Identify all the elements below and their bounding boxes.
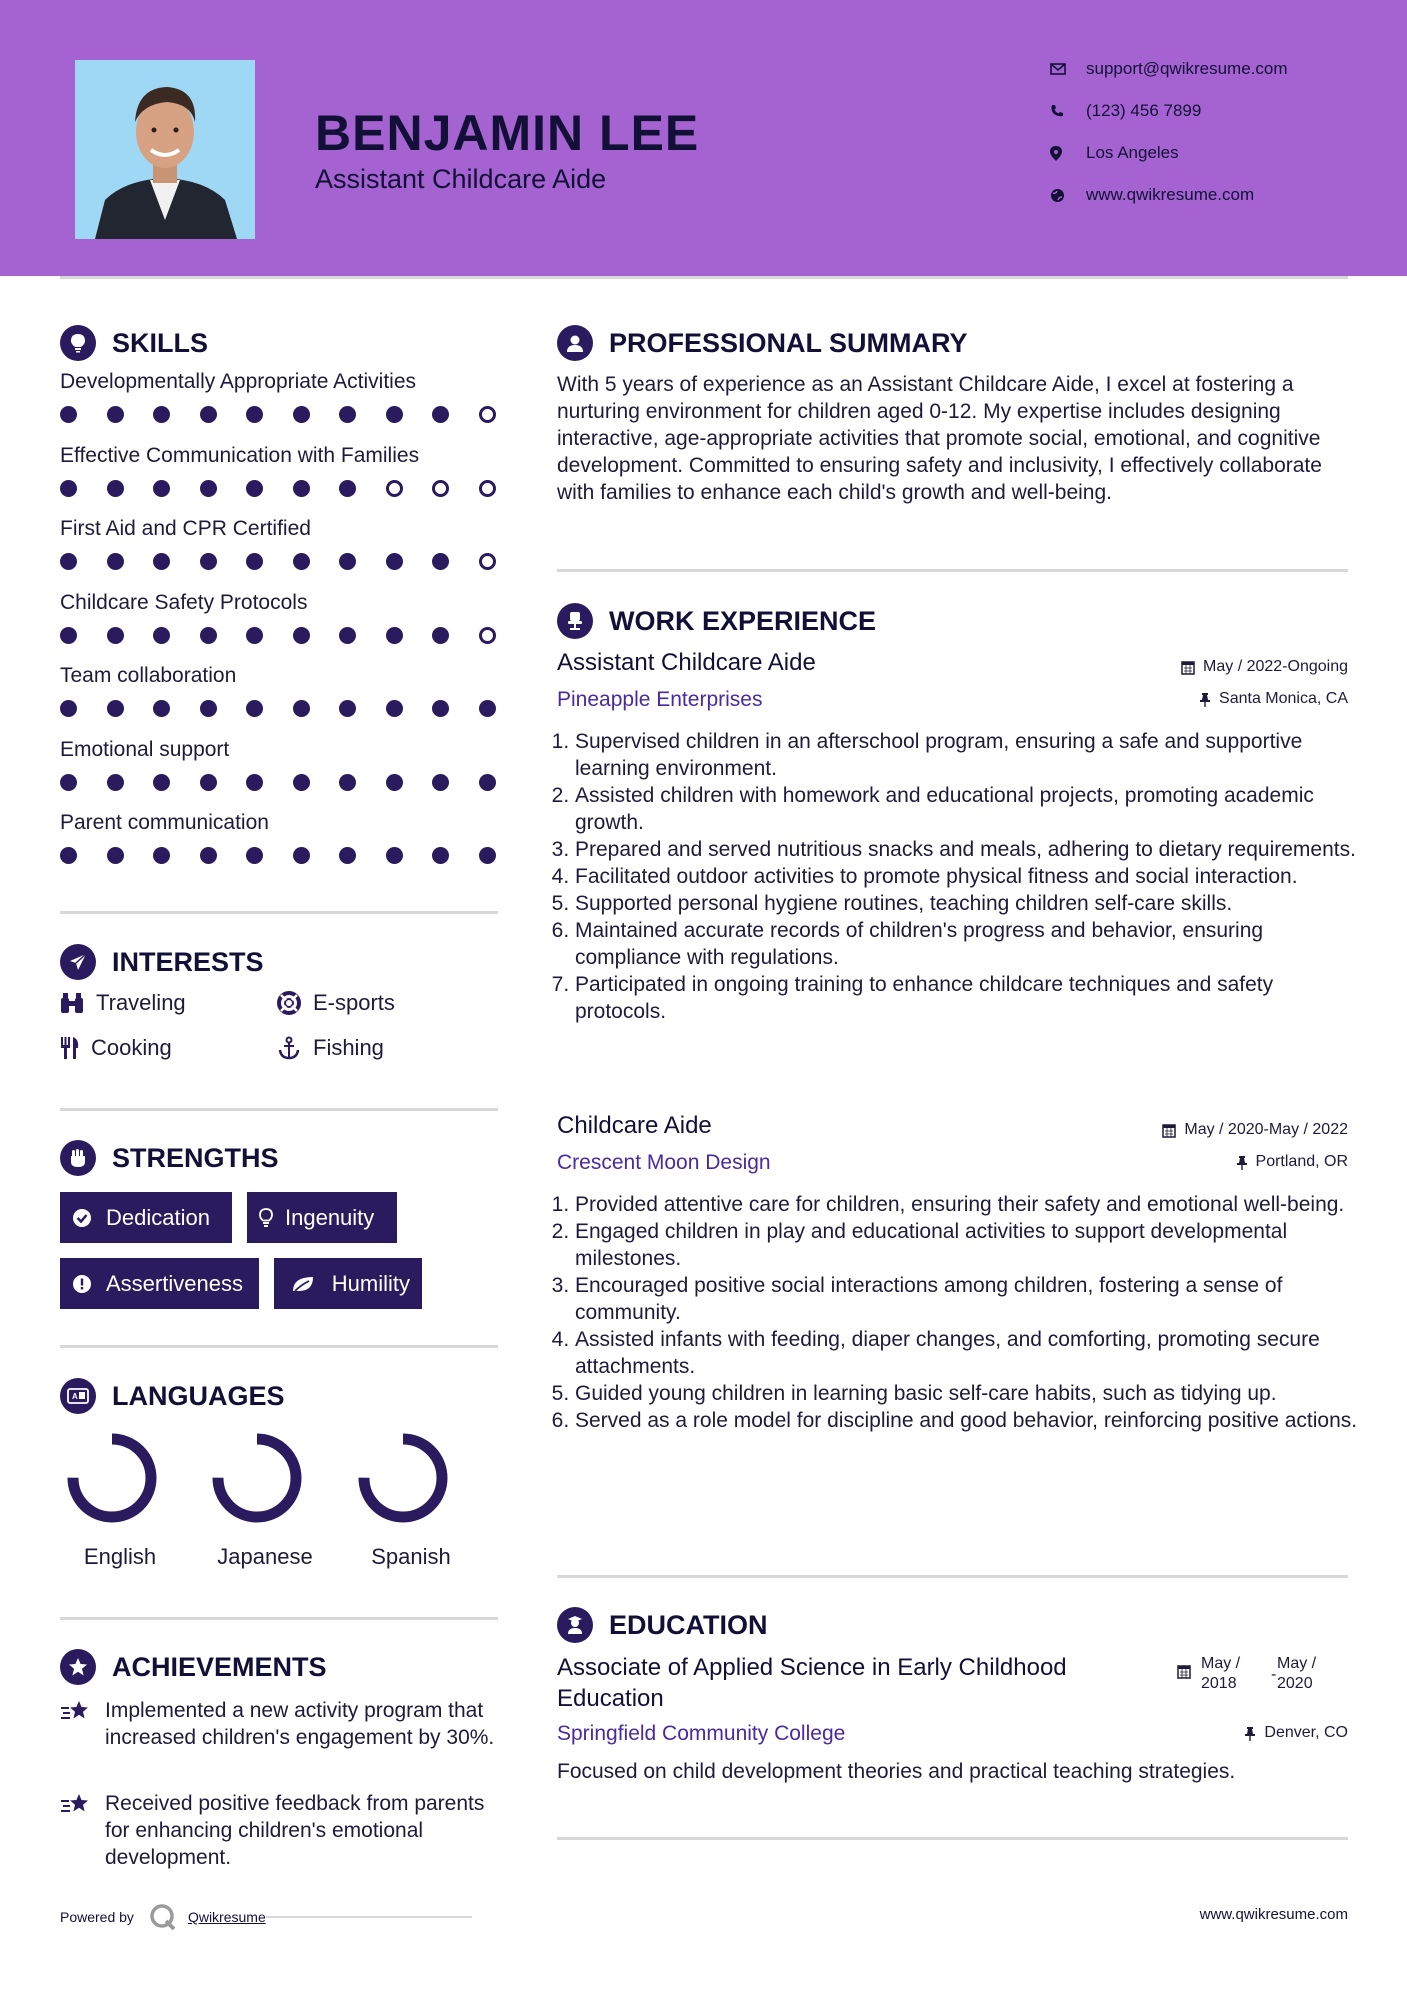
rating-dot-filled — [60, 774, 77, 791]
star-icon — [60, 1649, 96, 1685]
rating-dot-filled — [153, 700, 170, 717]
language-ring — [351, 1430, 471, 1530]
strengths-divider — [60, 1345, 498, 1348]
rating-dot-filled — [293, 480, 310, 497]
language-level-arc — [73, 1439, 151, 1517]
email-text: support@qwikresume.com — [1086, 59, 1288, 78]
rating-dot-filled — [479, 700, 496, 717]
duty-item: 2. Assisted children with homework and educational projects, promoting academic growth. — [575, 782, 1365, 836]
phone-text: (123) 456 7899 — [1086, 101, 1202, 120]
graduate-icon — [557, 1607, 593, 1643]
rating-dot-filled — [293, 627, 310, 644]
duty-item: 4. Facilitated outdoor activities to promote physical fitness and social interaction. — [575, 863, 1365, 890]
skill-rating — [60, 698, 500, 720]
skill-rating — [60, 551, 500, 573]
rating-dot-filled — [153, 627, 170, 644]
interests-divider — [60, 1108, 498, 1111]
contact-location — [1050, 141, 1179, 165]
rating-dot-filled — [293, 700, 310, 717]
language-item — [351, 1430, 471, 1569]
duty-item: 6. Served as a role model for discipline and good behavior, reinforcing positive actions. — [575, 1407, 1365, 1434]
education-calendar — [1177, 1664, 1191, 1684]
rating-dot-filled — [339, 480, 356, 497]
duty-item: 2. Engaged children in play and educational activities to support developmental milestones. — [575, 1218, 1365, 1272]
rating-dot-filled — [60, 700, 77, 717]
rating-dot-filled — [246, 480, 263, 497]
rating-dot-filled — [107, 700, 124, 717]
rating-dot-filled — [200, 627, 217, 644]
interest-esports: E-sports — [277, 990, 395, 1016]
powered-by: Powered by Qwikresume — [60, 1902, 472, 1932]
rating-dot-filled — [107, 847, 124, 864]
language-level-arc — [364, 1439, 442, 1517]
rating-dot-filled — [432, 847, 449, 864]
globe-icon — [1050, 188, 1086, 203]
skills-divider — [60, 911, 498, 914]
rating-dot-filled — [386, 847, 403, 864]
rating-dot-filled — [246, 774, 263, 791]
rating-dot-filled — [60, 847, 77, 864]
duty-item: 6. Maintained accurate records of children's progress and behavior, ensuring compliance with regulations. — [575, 917, 1365, 971]
rating-dot-filled — [479, 774, 496, 791]
rating-dot-filled — [200, 847, 217, 864]
rating-dot-filled — [246, 553, 263, 570]
job-duties-list — [557, 1191, 1365, 1434]
interests-heading: INTERESTS — [60, 944, 264, 980]
rating-dot-filled — [153, 480, 170, 497]
rating-dot-filled — [246, 627, 263, 644]
skill-rating — [60, 404, 500, 426]
rating-dot-filled — [153, 553, 170, 570]
candidate-role: Assistant Childcare Aide — [315, 164, 607, 194]
calendar-icon — [1177, 1666, 1191, 1683]
education-date-dash: - — [1271, 1666, 1277, 1683]
contact-website[interactable] — [1050, 183, 1254, 207]
rating-dot-filled — [432, 700, 449, 717]
rating-dot-empty — [479, 553, 496, 570]
education-heading: EDUCATION — [557, 1607, 768, 1643]
school-name: Springfield Community College — [557, 1722, 846, 1745]
skill-label: First Aid and CPR Certified — [60, 517, 311, 540]
rating-dot-filled — [339, 406, 356, 423]
rating-dot-filled — [200, 406, 217, 423]
job-location: Portland, OR — [1236, 1153, 1348, 1171]
rating-dot-filled — [107, 553, 124, 570]
skill-label: Effective Communication with Families — [60, 444, 420, 467]
rating-dot-filled — [200, 480, 217, 497]
skill-rating — [60, 625, 500, 647]
languages-divider — [60, 1617, 498, 1620]
rating-dot-filled — [339, 627, 356, 644]
rating-dot-empty — [479, 480, 496, 497]
rating-dot-filled — [60, 553, 77, 570]
leaf-icon — [286, 1275, 332, 1293]
shooting-star-icon — [60, 1792, 92, 1823]
skill-label: Parent communication — [60, 811, 269, 834]
rating-dot-filled — [200, 774, 217, 791]
rating-dot-filled — [246, 406, 263, 423]
education-end-date: May / 2020 — [1277, 1655, 1317, 1692]
rating-dot-filled — [386, 774, 403, 791]
duty-item: 7. Participated in ongoing training to enhance childcare techniques and safety protocols. — [575, 971, 1365, 1025]
job-location: Santa Monica, CA — [1199, 690, 1348, 708]
rating-dot-filled — [200, 553, 217, 570]
rating-dot-filled — [60, 480, 77, 497]
company-name: Crescent Moon Design — [557, 1151, 771, 1174]
footer-rule — [266, 1916, 472, 1918]
envelope-icon — [1050, 63, 1086, 75]
rating-dot-filled — [339, 553, 356, 570]
achievements-heading: ACHIEVEMENTS — [60, 1649, 327, 1685]
anchor-icon — [277, 1036, 313, 1060]
rating-dot-filled — [386, 700, 403, 717]
achievement-item: Received positive feedback from parents for enhancing children's emotional development. — [60, 1790, 510, 1871]
shooting-star-icon — [60, 1699, 92, 1730]
rating-dot-filled — [432, 406, 449, 423]
skill-rating — [60, 845, 500, 867]
duty-item: 1. Provided attentive care for children, ensuring their safety and emotional well-being. — [575, 1191, 1365, 1218]
rating-dot-filled — [339, 700, 356, 717]
education-description: Focused on child development theories and practical teaching strategies. — [557, 1760, 1236, 1783]
rating-dot-filled — [432, 553, 449, 570]
strength-badge-assertiveness: Assertiveness — [60, 1258, 259, 1309]
utensils-icon — [60, 1036, 91, 1060]
experience-heading: WORK EXPERIENCE — [557, 603, 876, 639]
rating-dot-filled — [60, 627, 77, 644]
rating-dot-filled — [153, 406, 170, 423]
rating-dot-filled — [246, 700, 263, 717]
duty-item: 5. Guided young children in learning basic self-care habits, such as tidying up. — [575, 1380, 1365, 1407]
interest-traveling: Traveling — [60, 990, 186, 1016]
rating-dot-filled — [153, 847, 170, 864]
header-divider — [60, 276, 1348, 279]
skill-label: Team collaboration — [60, 664, 237, 687]
summary-divider — [557, 569, 1348, 572]
rating-dot-empty — [479, 406, 496, 423]
resume-header — [0, 0, 1407, 276]
location-text: Los Angeles — [1086, 143, 1179, 162]
profile-photo — [75, 60, 255, 239]
rating-dot-filled — [107, 406, 124, 423]
company-name: Pineapple Enterprises — [557, 688, 763, 711]
rating-dot-filled — [107, 774, 124, 791]
rating-dot-empty — [479, 627, 496, 644]
education-location: Denver, CO — [1244, 1724, 1348, 1742]
skill-label: Emotional support — [60, 738, 230, 761]
contact-phone[interactable] — [1050, 99, 1201, 123]
job-title: Assistant Childcare Aide — [557, 649, 816, 676]
rating-dot-filled — [293, 847, 310, 864]
degree-title: Associate of Applied Science in Early Childhood Education — [557, 1654, 1067, 1712]
skill-label: Developmentally Appropriate Activities — [60, 370, 417, 393]
strength-badge-humility: Humility — [274, 1258, 422, 1309]
education-start-date: May / 2018 — [1201, 1655, 1241, 1692]
job-duties-list — [557, 728, 1365, 1025]
skill-rating — [60, 478, 500, 500]
calendar-icon — [1162, 1123, 1176, 1138]
duty-item: 3. Prepared and served nutritious snacks and meals, adhering to dietary requirements. — [575, 836, 1365, 863]
job-title: Childcare Aide — [557, 1112, 712, 1139]
rating-dot-empty — [386, 480, 403, 497]
strength-badge-ingenuity: Ingenuity — [247, 1192, 397, 1243]
language-item — [60, 1430, 180, 1569]
brand-link[interactable]: Qwikresume — [187, 1909, 266, 1925]
language-label: Spanish — [371, 1544, 451, 1569]
phone-icon — [1050, 104, 1086, 118]
check-circle-icon — [72, 1208, 106, 1228]
pushpin-icon — [1244, 1726, 1256, 1741]
interest-cooking: Cooking — [60, 1035, 172, 1061]
user-icon — [557, 325, 593, 361]
skill-rating — [60, 772, 500, 794]
rating-dot-filled — [386, 627, 403, 644]
language-label: English — [83, 1544, 157, 1569]
exclamation-circle-icon — [72, 1274, 106, 1294]
life-ring-icon — [277, 991, 313, 1015]
rating-dot-filled — [432, 774, 449, 791]
calendar-icon — [1181, 660, 1195, 675]
strength-badge-dedication: Dedication — [60, 1192, 232, 1243]
svg-text:A: A — [72, 1392, 78, 1401]
rating-dot-filled — [479, 847, 496, 864]
language-item — [205, 1430, 325, 1569]
rating-dot-filled — [293, 774, 310, 791]
rating-dot-filled — [386, 406, 403, 423]
skill-label: Childcare Safety Protocols — [60, 591, 308, 614]
rating-dot-filled — [386, 553, 403, 570]
website-text: www.qwikresume.com — [1086, 185, 1255, 204]
rating-dot-filled — [339, 774, 356, 791]
interest-fishing: Fishing — [277, 1035, 384, 1061]
rating-dot-filled — [107, 627, 124, 644]
job-dates: May / 2020-May / 2022 — [1162, 1121, 1348, 1139]
rating-dot-filled — [153, 774, 170, 791]
language-label: Japanese — [217, 1544, 313, 1569]
rating-dot-filled — [293, 553, 310, 570]
strengths-heading: STRENGTHS — [60, 1140, 279, 1176]
rating-dot-filled — [107, 480, 124, 497]
experience-divider — [557, 1575, 1348, 1578]
lightbulb-icon — [60, 325, 96, 361]
duty-item: 1. Supervised children in an afterschool program, ensuring a safe and supportive learning environment. — [575, 728, 1365, 782]
pushpin-icon — [1199, 692, 1211, 707]
language-icon — [60, 1378, 96, 1414]
rating-dot-filled — [432, 627, 449, 644]
summary-heading: PROFESSIONAL SUMMARY — [557, 325, 968, 361]
achievement-item: Implemented a new activity program that increased children's engagement by 30%. — [60, 1697, 510, 1751]
fist-icon — [60, 1140, 96, 1176]
pushpin-icon — [1236, 1155, 1248, 1170]
office-chair-icon — [557, 603, 593, 639]
rating-dot-filled — [200, 700, 217, 717]
rating-dot-filled — [60, 406, 77, 423]
language-ring — [205, 1430, 325, 1530]
rating-dot-filled — [339, 847, 356, 864]
rating-dot-empty — [432, 480, 449, 497]
languages-heading: A LANGUAGES — [60, 1378, 285, 1414]
contact-email[interactable] — [1050, 57, 1288, 81]
summary-text: With 5 years of experience as an Assistant Childcare Aide, I excel at fostering a nurturing environment for children aged 0-12. My expertise includes designing interactive, age-appropriate activities that promote social, emotional, and cognitive development. Committed to ensuring safety and inclusivity, I effectively collaborate with families to enhance each child's growth and well-being. — [557, 373, 1322, 504]
footer-website[interactable]: www.qwikresume.com — [1199, 1906, 1348, 1923]
skills-heading: SKILLS — [60, 325, 208, 361]
duty-item: 4. Assisted infants with feeding, diaper changes, and comforting, promoting secure attachments. — [575, 1326, 1365, 1380]
job-dates: May / 2022-Ongoing — [1181, 658, 1348, 676]
language-ring — [60, 1430, 180, 1530]
qwikresume-logo-icon — [148, 1902, 178, 1932]
lightbulb-icon — [259, 1208, 285, 1228]
paper-plane-icon — [60, 944, 96, 980]
rating-dot-filled — [293, 406, 310, 423]
education-divider — [557, 1837, 1348, 1840]
language-level-arc — [218, 1439, 296, 1517]
binoculars-icon — [60, 992, 96, 1014]
duty-item: 5. Supported personal hygiene routines, teaching children self-care skills. — [575, 890, 1365, 917]
rating-dot-filled — [246, 847, 263, 864]
candidate-name: BENJAMIN LEE — [315, 105, 700, 161]
duty-item: 3. Encouraged positive social interactions among children, fostering a sense of community. — [575, 1272, 1365, 1326]
map-pin-icon — [1050, 146, 1086, 161]
